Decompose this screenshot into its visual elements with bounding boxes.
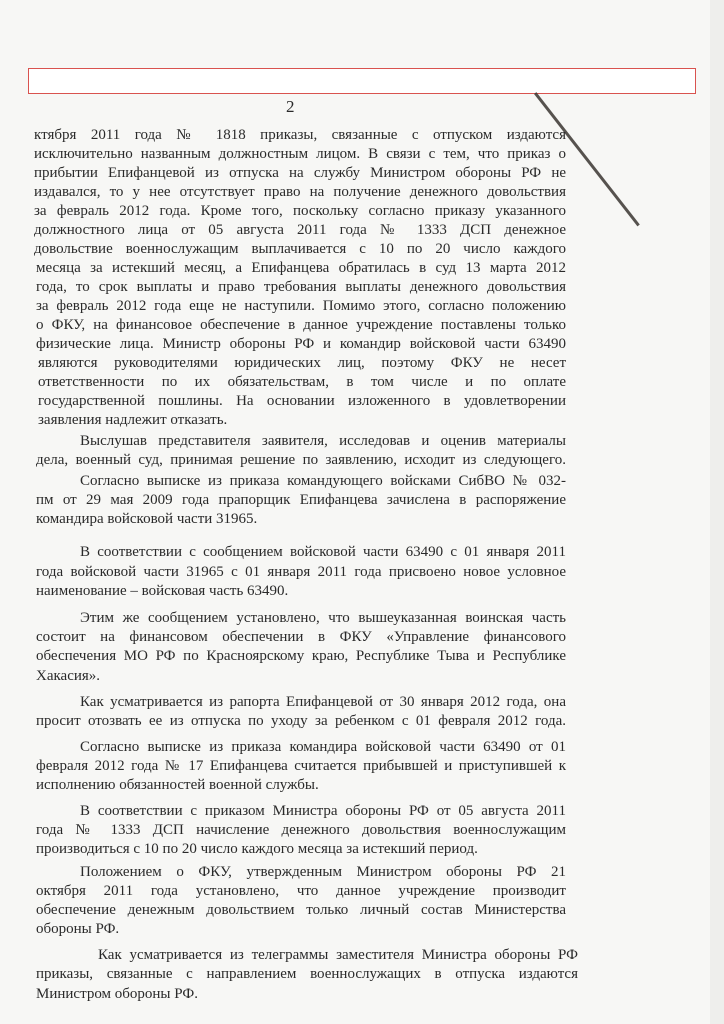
document-line: года № 1333 ДСП начисление денежного довольствия военнослужащим <box>36 822 566 838</box>
document-line: Выслушав представителя заявителя, исследовав и оценив материалы <box>80 433 566 449</box>
document-line: довольствие военнослужащим выплачивается с 10 по 20 число каждого <box>34 241 566 257</box>
document-line: месяца за истекший месяц, а Епифанцева обратилась в суд 13 марта 2012 <box>36 260 566 276</box>
document-line: дела, военный суд, принимая решение по заявлению, исходит из следующего. <box>36 452 566 468</box>
document-line: исключительно названным должностным лицом. В связи с тем, что приказ о <box>34 146 566 162</box>
document-line: приказы, связанные с направлением военнослужащих в отпуска издаются <box>36 966 578 982</box>
document-line: заявления надлежит отказать. <box>38 412 228 428</box>
document-line: производиться с 10 по 20 число каждого месяца за истекший период. <box>36 841 478 857</box>
document-line: должностного лица от 05 августа 2011 года № 1333 ДСП денежное <box>34 222 566 238</box>
document-line: Согласно выписке из приказа командующего войсками СибВО № 032- <box>80 473 566 489</box>
document-line: наименование – войсковая часть 63490. <box>36 583 289 599</box>
document-line: Как усматривается из рапорта Епифанцевой от 30 января 2012 года, она <box>80 694 566 710</box>
document-line: года, то срок выплаты и право требования выплаты денежного довольствия <box>36 279 566 295</box>
document-line: ответственности по их обязательствам, в том числе и по оплате <box>38 374 566 390</box>
document-line: Положением о ФКУ, утвержденным Министром обороны РФ 21 <box>80 864 566 880</box>
document-line: исполнению обязанностей военной службы. <box>36 777 319 793</box>
document-line: года войсковой части 31965 с 01 января 2011 года присвоено новое условное <box>36 564 566 580</box>
document-line: за февраль 2012 года еще не наступили. Помимо этого, согласно положению <box>36 298 566 314</box>
document-line: состоит на финансовом обеспечении в ФКУ «Управление финансового <box>36 629 566 645</box>
redacted-header-box <box>28 68 696 94</box>
document-line: Этим же сообщением установлено, что вышеуказанная воинская часть <box>80 610 566 626</box>
document-line: В соответствии с сообщением войсковой части 63490 с 01 января 2011 <box>80 544 566 560</box>
document-line: октября 2011 года установлено, что данное учреждение производит <box>36 883 566 899</box>
document-line: просит отозвать ее из отпуска по уходу за ребенком с 01 февраля 2012 года. <box>36 713 566 729</box>
document-line: обороны РФ. <box>36 921 120 937</box>
document-line: физические лица. Министр обороны РФ и командир войсковой части 63490 <box>36 336 566 352</box>
document-line: Хакасия». <box>36 668 101 684</box>
document-line: о ФКУ, на финансовое обеспечение в данное учреждение поставлены только <box>36 317 566 333</box>
document-line: за февраль 2012 года. Кроме того, поскольку согласно приказу указанного <box>34 203 566 219</box>
document-line: ктября 2011 года № 1818 приказы, связанные с отпуском издаются <box>34 127 566 143</box>
document-line: являются руководителями юридических лиц, поэтому ФКУ не несет <box>38 355 566 371</box>
document-line: Министром обороны РФ. <box>36 986 198 1002</box>
document-line: В соответствии с приказом Министра обороны РФ от 05 августа 2011 <box>80 803 566 819</box>
scan-edge <box>710 0 724 1024</box>
page-number: 2 <box>286 97 295 116</box>
document-line: Согласно выписке из приказа командира войсковой части 63490 от 01 <box>80 739 566 755</box>
document-line: Как усматривается из телеграммы заместителя Министра обороны РФ <box>98 947 578 963</box>
document-line: обеспечения МО РФ по Красноярскому краю, Республике Тыва и Республике <box>36 648 566 664</box>
document-line: февраля 2012 года № 17 Епифанцева считается прибывшей и приступившей к <box>36 758 566 774</box>
document-line: государственной пошлины. На основании изложенного в удовлетворении <box>38 393 566 409</box>
document-line: пм от 29 мая 2009 года прапорщик Епифанцева зачислена в распоряжение <box>36 492 566 508</box>
document-line: командира войсковой части 31965. <box>36 511 258 527</box>
document-line: обеспечение денежным довольствием только личный состав Министерства <box>36 902 566 918</box>
document-line: прибытии Епифанцевой из отпуска на службу Министром обороны РФ не <box>34 165 566 181</box>
document-line: издавался, то у нее отсутствует право на получение денежного довольствия <box>34 184 566 200</box>
